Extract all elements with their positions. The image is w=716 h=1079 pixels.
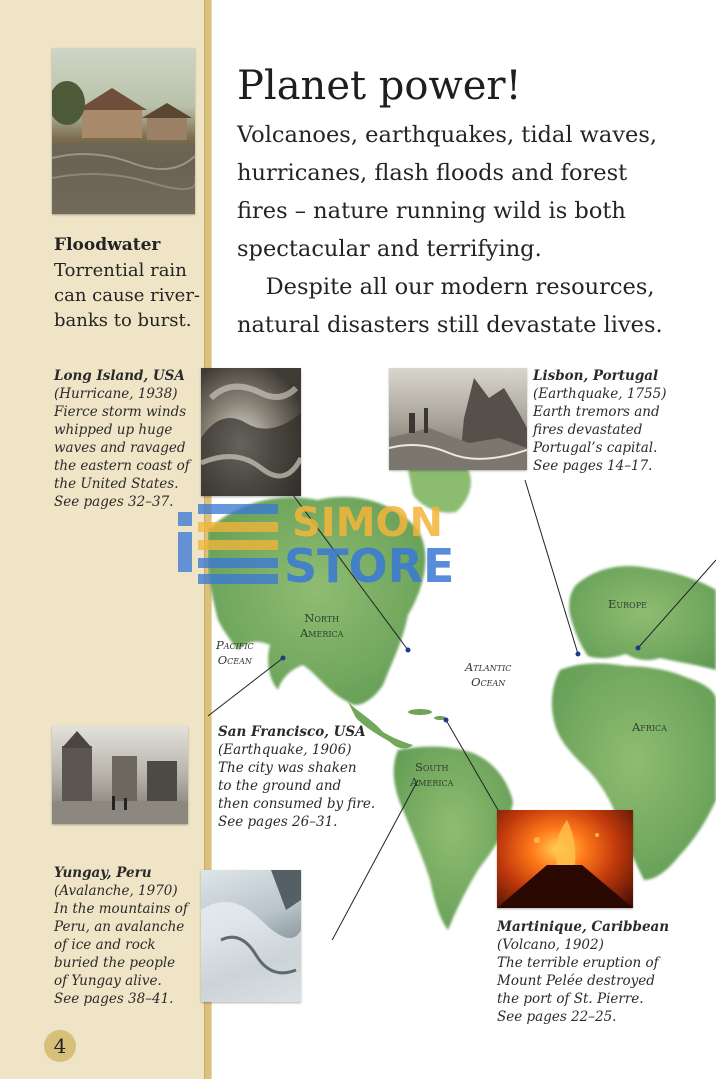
floodwater-heading: Floodwater [54,235,161,255]
yungay-photo [201,870,301,1002]
page-title: Planet power! [237,63,522,109]
san-francisco-photo [52,726,188,824]
watermark-line-1: SIMON [292,500,443,546]
label-atlantic-ocean: Atlantic Ocean [465,660,512,689]
marker-martinique [444,718,449,723]
martinique-caption: Martinique, Caribbean (Volcano, 1902) The terrible eruption of Mount Pelée destroyed the port of St. Pierre. See pages 22–25. [497,919,670,1025]
watermark-line-2: STORE [284,539,455,588]
marker-san-francisco [281,656,286,661]
europe-landmass [569,566,716,670]
floodwater-caption: Floodwater Torrential rain can cause river- banks to burst. [54,235,201,331]
label-south-america: South America [410,760,454,789]
label-north-america: North America [300,611,344,640]
lisbon-heading: Lisbon, Portugal [533,368,659,384]
san-francisco-heading: San Francisco, USA [218,724,366,740]
marker-lisbon [576,652,581,657]
intro-text: Volcanoes, earthquakes, tidal waves, hurricanes, flash floods and forest fires – nature running wild is both spectacular and terrifying. Despite all our modern resources, natural disasters still devastate lives. [237,122,663,338]
lisbon-photo [389,368,527,470]
yungay-caption: Yungay, Peru (Avalanche, 1970) In the mountains of Peru, an avalanche of ice and rock buried the people of Yungay alive. See pages 38–41. [54,865,188,1007]
long-island-caption: Long Island, USA (Hurricane, 1938) Fierce storm winds whipped up huge waves and ravaged the eastern coast of the United States. See pages 32–37. [54,368,190,510]
martinique-heading: Martinique, Caribbean [497,919,670,935]
yungay-heading: Yungay, Peru [54,865,152,881]
marker-long-island [406,648,411,653]
marker-europe [636,646,641,651]
label-africa: Africa [632,720,667,734]
store-watermark [174,496,534,588]
floodwater-photo [52,48,195,214]
long-island-heading: Long Island, USA [54,368,185,384]
label-pacific-ocean: Pacific Ocean [216,638,254,667]
page-number: 4 [44,1030,76,1062]
lisbon-caption: Lisbon, Portugal (Earthquake, 1755) Earth tremors and fires devastated Portugal’s capital. See pages 14–17. [533,368,667,474]
san-francisco-caption: San Francisco, USA (Earthquake, 1906) The city was shaken to the ground and then consumed by fire. See pages 26–31. [218,724,376,830]
label-europe: Europe [608,597,647,611]
martinique-photo [497,810,633,908]
long-island-photo [201,368,301,496]
